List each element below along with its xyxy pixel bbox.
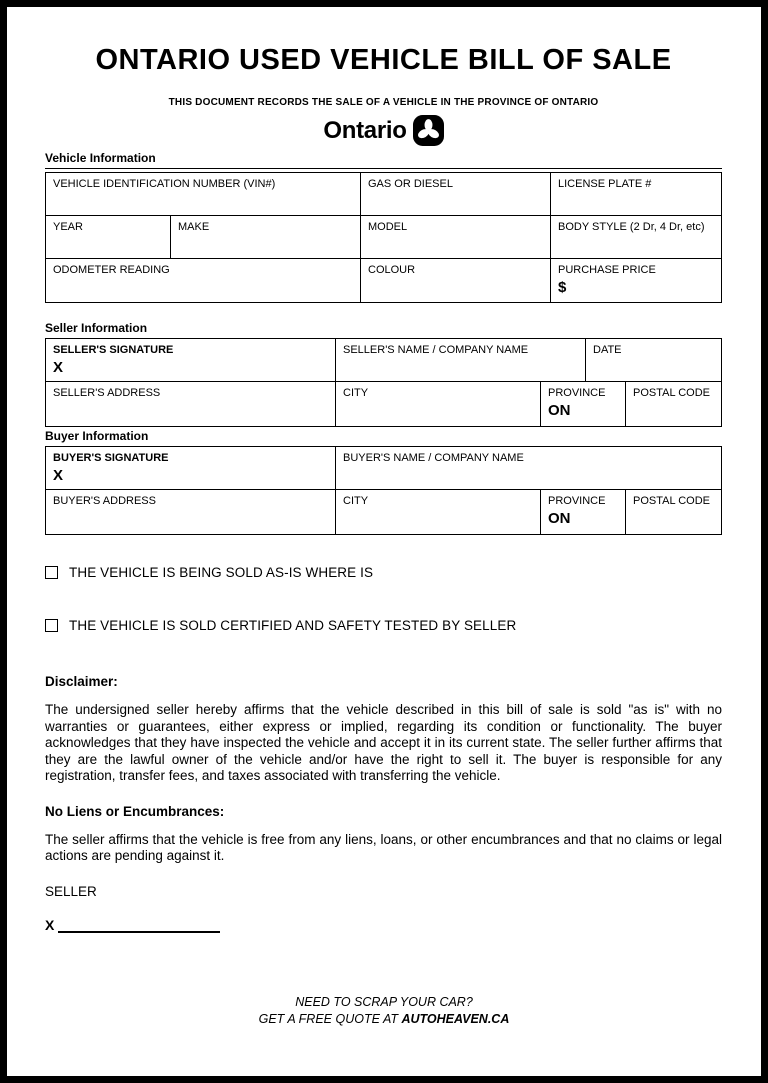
seller-city-field[interactable]	[336, 382, 541, 426]
buyer-postal-label: POSTAL CODE	[633, 495, 711, 507]
seller-signature-label: SELLER'S SIGNATURE	[53, 344, 174, 356]
liens-body: The seller affirms that the vehicle is free from any liens, loans, or other encumbrances and that no claims or legal actions are pending against it.	[45, 831, 722, 863]
odometer-field[interactable]	[46, 259, 361, 302]
model-label: MODEL	[368, 221, 408, 233]
footer-line2	[7, 1011, 761, 1028]
certified-check-row	[45, 618, 722, 633]
buyer-postal-field[interactable]	[626, 490, 721, 534]
model-field[interactable]	[361, 216, 551, 258]
year-field[interactable]	[46, 216, 171, 258]
body-style-label: BODY STYLE (2 Dr, 4 Dr, etc)	[558, 221, 705, 233]
as-is-checkbox[interactable]	[45, 566, 58, 579]
vehicle-info-table	[45, 172, 722, 303]
purchase-price-label: PURCHASE PRICE	[558, 264, 656, 276]
disclaimer-heading: Disclaimer:	[45, 674, 118, 689]
license-plate-label: LICENSE PLATE #	[558, 178, 652, 190]
vehicle-section-heading: Vehicle Information	[45, 151, 722, 169]
page-subtitle: THIS DOCUMENT RECORDS THE SALE OF A VEHICLE IN THE PROVINCE OF ONTARIO	[168, 97, 599, 108]
seller-signoff-label: SELLER	[45, 883, 97, 899]
seller-signature-field[interactable]	[46, 339, 336, 381]
seller-signature-x: X	[53, 359, 64, 376]
odometer-label: ODOMETER READING	[53, 264, 170, 276]
as-is-check-row	[45, 565, 722, 580]
certified-checkbox[interactable]	[45, 619, 58, 632]
seller-signoff-line[interactable]	[58, 920, 220, 933]
seller-info-table	[45, 338, 722, 427]
seller-name-label: SELLER'S NAME / COMPANY NAME	[343, 344, 529, 356]
license-plate-field[interactable]	[551, 173, 721, 215]
buyer-signature-field[interactable]	[46, 447, 336, 489]
seller-province-field[interactable]	[541, 382, 626, 426]
seller-date-field[interactable]	[586, 339, 721, 381]
body-style-field[interactable]	[551, 216, 721, 258]
purchase-price-field[interactable]	[551, 259, 721, 302]
footer	[7, 994, 761, 1028]
buyer-province-label: PROVINCE	[548, 495, 606, 507]
seller-city-label: CITY	[343, 387, 369, 399]
colour-field[interactable]	[361, 259, 551, 302]
fuel-label: GAS OR DIESEL	[368, 178, 453, 190]
seller-postal-label: POSTAL CODE	[633, 387, 711, 399]
make-field[interactable]	[171, 216, 361, 258]
seller-address-field[interactable]	[46, 382, 336, 426]
buyer-signature-x: X	[53, 467, 64, 484]
seller-province-label: PROVINCE	[548, 387, 606, 399]
disclaimer-body: The undersigned seller hereby affirms that the vehicle described in this bill of sale is sold "as is" with no warranties or guarantees, either express or implied, regarding its condition or functionality. The buyer acknowledges that they have inspected the vehicle and accept it in its current state. The seller further affirms that they are the lawful owner of the vehicle and/or have the right to sell it. The buyer is responsible for any registration, transfer fees, and taxes associated with transferring the vehicle.	[45, 702, 722, 783]
seller-name-field[interactable]	[336, 339, 586, 381]
ontario-logo	[45, 115, 722, 146]
seller-section-heading: Seller Information	[45, 321, 148, 335]
buyer-info-table	[45, 446, 722, 535]
buyer-name-label: BUYER'S NAME / COMPANY NAME	[343, 452, 524, 464]
make-label: MAKE	[178, 221, 210, 233]
seller-province-value: ON	[548, 402, 571, 419]
colour-label: COLOUR	[368, 264, 416, 276]
ontario-trillium-icon	[413, 115, 444, 146]
fuel-field[interactable]	[361, 173, 551, 215]
vin-field[interactable]	[46, 173, 361, 215]
seller-date-label: DATE	[593, 344, 622, 356]
buyer-city-field[interactable]	[336, 490, 541, 534]
seller-signoff-row	[45, 917, 722, 933]
ontario-logo-text: Ontario	[323, 116, 407, 144]
year-label: YEAR	[53, 221, 83, 233]
buyer-address-label: BUYER'S ADDRESS	[53, 495, 156, 507]
liens-heading: No Liens or Encumbrances:	[45, 803, 225, 819]
as-is-checkbox-label: THE VEHICLE IS BEING SOLD AS-IS WHERE IS	[69, 565, 374, 580]
certified-checkbox-label: THE VEHICLE IS SOLD CERTIFIED AND SAFETY TESTED BY SELLER	[69, 618, 517, 633]
page-title: ONTARIO USED VEHICLE BILL OF SALE	[95, 44, 672, 76]
footer-line2-prefix: GET A FREE QUOTE AT	[258, 1012, 402, 1026]
seller-postal-field[interactable]	[626, 382, 721, 426]
buyer-section-heading: Buyer Information	[45, 429, 149, 443]
footer-line1: NEED TO SCRAP YOUR CAR?	[295, 995, 473, 1009]
vin-label: VEHICLE IDENTIFICATION NUMBER (VIN#)	[53, 178, 276, 190]
seller-address-label: SELLER'S ADDRESS	[53, 387, 161, 399]
seller-signoff-x: X	[45, 916, 55, 933]
buyer-address-field[interactable]	[46, 490, 336, 534]
buyer-signature-label: BUYER'S SIGNATURE	[53, 452, 169, 464]
buyer-province-value: ON	[548, 510, 571, 527]
buyer-city-label: CITY	[343, 495, 369, 507]
buyer-name-field[interactable]	[336, 447, 721, 489]
price-dollar-sign: $	[558, 279, 567, 296]
footer-brand: AUTOHEAVEN.CA	[401, 1012, 510, 1026]
buyer-province-field[interactable]	[541, 490, 626, 534]
